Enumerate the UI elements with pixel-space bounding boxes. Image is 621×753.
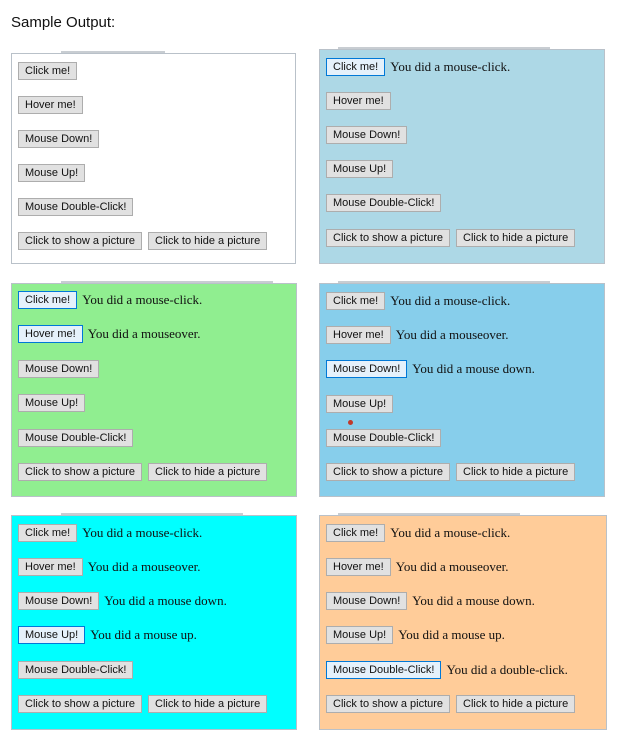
panel-after-click <box>319 49 605 264</box>
mouse-up-button[interactable]: Mouse Up! <box>326 395 393 413</box>
mouse-down-button[interactable]: Mouse Down! <box>326 126 407 144</box>
hover-me-button[interactable]: Hover me! <box>326 326 391 344</box>
hide-picture-button[interactable]: Click to hide a picture <box>148 232 267 250</box>
click-message: You did a mouse-click. <box>390 293 511 308</box>
click-message: You did a mouse-click. <box>82 525 203 540</box>
panel-top-edge <box>61 281 273 283</box>
up-message: You did a mouse up. <box>90 627 197 642</box>
mouse-double-click-button[interactable]: Mouse Double-Click! <box>326 429 441 447</box>
panel-after-hover <box>11 283 297 497</box>
show-picture-button[interactable]: Click to show a picture <box>18 695 142 713</box>
panel-top-edge <box>338 47 550 49</box>
click-me-button[interactable]: Click me! <box>326 292 385 310</box>
click-message: You did a mouse-click. <box>82 292 203 307</box>
panel-after-mouse-down <box>319 283 605 497</box>
mouse-up-button[interactable]: Mouse Up! <box>18 394 85 412</box>
mouse-down-button[interactable]: Mouse Down! <box>326 592 407 610</box>
click-me-button[interactable]: Click me! <box>18 291 77 309</box>
mouse-double-click-button[interactable]: Mouse Double-Click! <box>18 429 133 447</box>
mouse-double-click-button[interactable]: Mouse Double-Click! <box>18 661 133 679</box>
show-picture-button[interactable]: Click to show a picture <box>326 463 450 481</box>
mouse-double-click-button[interactable]: Mouse Double-Click! <box>326 194 441 212</box>
mouse-up-button[interactable]: Mouse Up! <box>326 160 393 178</box>
click-me-button[interactable]: Click me! <box>326 524 385 542</box>
hide-picture-button[interactable]: Click to hide a picture <box>148 695 267 713</box>
mouse-up-button[interactable]: Mouse Up! <box>18 626 85 644</box>
click-message: You did a mouse-click. <box>390 525 511 540</box>
mouse-down-button[interactable]: Mouse Down! <box>326 360 407 378</box>
mouse-down-button[interactable]: Mouse Down! <box>18 130 99 148</box>
panel-initial <box>11 53 296 264</box>
mouse-up-button[interactable]: Mouse Up! <box>18 164 85 182</box>
hide-picture-button[interactable]: Click to hide a picture <box>148 463 267 481</box>
hover-me-button[interactable]: Hover me! <box>18 325 83 343</box>
hover-message: You did a mouseover. <box>395 327 509 342</box>
hover-me-button[interactable]: Hover me! <box>326 92 391 110</box>
panel-top-edge <box>338 281 550 283</box>
hover-message: You did a mouseover. <box>87 326 201 341</box>
cursor-dot <box>348 420 353 425</box>
panel-after-mouse-up <box>11 515 297 730</box>
click-me-button[interactable]: Click me! <box>18 524 77 542</box>
hide-picture-button[interactable]: Click to hide a picture <box>456 695 575 713</box>
hover-message: You did a mouseover. <box>87 559 201 574</box>
show-picture-button[interactable]: Click to show a picture <box>326 695 450 713</box>
show-picture-button[interactable]: Click to show a picture <box>18 232 142 250</box>
hover-message: You did a mouseover. <box>395 559 509 574</box>
down-message: You did a mouse down. <box>412 593 535 608</box>
sample-output-heading: Sample Output: <box>11 14 116 31</box>
mouse-double-click-button[interactable]: Mouse Double-Click! <box>18 198 133 216</box>
panel-after-double-click <box>319 515 607 730</box>
mouse-down-button[interactable]: Mouse Down! <box>18 360 99 378</box>
up-message: You did a mouse up. <box>398 627 505 642</box>
hide-picture-button[interactable]: Click to hide a picture <box>456 229 575 247</box>
mouse-down-button[interactable]: Mouse Down! <box>18 592 99 610</box>
down-message: You did a mouse down. <box>104 593 227 608</box>
mouse-double-click-button[interactable]: Mouse Double-Click! <box>326 661 441 679</box>
hover-me-button[interactable]: Hover me! <box>326 558 391 576</box>
down-message: You did a mouse down. <box>412 361 535 376</box>
click-me-button[interactable]: Click me! <box>18 62 77 80</box>
panel-top-edge <box>61 513 243 515</box>
show-picture-button[interactable]: Click to show a picture <box>326 229 450 247</box>
double-click-message: You did a double-click. <box>446 662 568 677</box>
panel-top-edge <box>61 51 165 53</box>
mouse-up-button[interactable]: Mouse Up! <box>326 626 393 644</box>
hover-me-button[interactable]: Hover me! <box>18 558 83 576</box>
click-me-button[interactable]: Click me! <box>326 58 385 76</box>
show-picture-button[interactable]: Click to show a picture <box>18 463 142 481</box>
hide-picture-button[interactable]: Click to hide a picture <box>456 463 575 481</box>
panel-top-edge <box>338 513 520 515</box>
click-message: You did a mouse-click. <box>390 59 511 74</box>
hover-me-button[interactable]: Hover me! <box>18 96 83 114</box>
